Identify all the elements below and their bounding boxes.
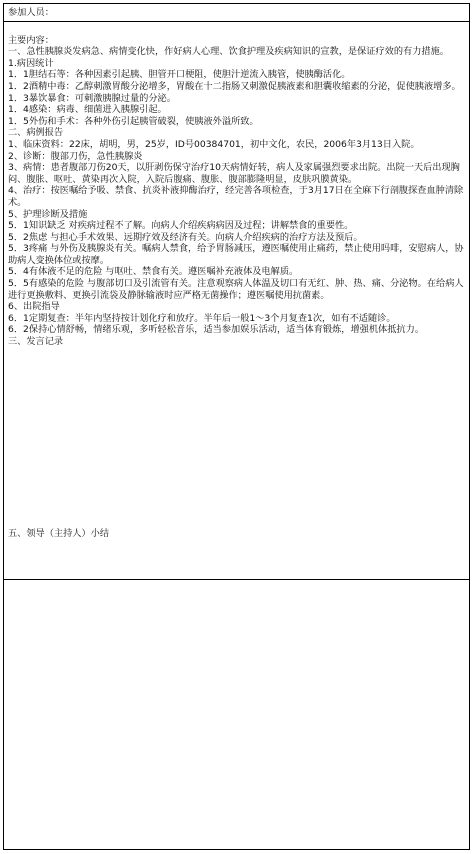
content-line: 5、护理诊断及措施 [8, 208, 88, 220]
content-line: 6．1定期复查：半年内坚持按计划化疗和放疗。半年后一般1～3个月复查1次，如有不适随诊。 [8, 312, 396, 324]
content-line: 二、病例报告 [8, 127, 64, 139]
content-line: 5．4有体液不足的危险 与呕吐、禁食有关。遵医嘱补充液体及电解质。 [8, 266, 299, 278]
attendees-label: 参加人员： [8, 7, 54, 18]
content-line: 2、诊断：腹部刀伤，急性胰腺炎 [8, 150, 143, 162]
content-line: 一、急性胰腺炎发病急、病情变化快，作好病人心理、饮食护理及疾病知识的宣教，是保证疗效的有力措施。 [8, 46, 449, 58]
section-divider [4, 579, 469, 580]
content-line: 1、临床资料：22床，胡明，男，25岁，ID号00384701，初中文化，农民，2006年3月13日入院。 [8, 138, 420, 150]
content-line: 1．2酒精中毒：乙醇刺激胃酸分泌增多，胃酸在十二指肠又刺激促胰液素和胆囊收缩素的分泌，促使胰液增多。 [8, 80, 461, 92]
content-lines [8, 46, 464, 347]
content-line: 1．3暴饮暴食：可刺激胰腺过量的分泌。 [8, 92, 176, 104]
leader-summary-label: 五、领导（主持人）小结 [8, 528, 110, 539]
content-line: 4、治疗：按医嘱给予吸、禁食、抗炎补液抑酶治疗，经完善各项检查，于3月17日在全麻下行剖腹探查血肿清除术。 [8, 185, 464, 208]
content-line: 6、出院指导 [8, 301, 60, 313]
content-line: 3、病情：患者腹部刀伤20天，以肝剥伤保守治疗10天病情好转，病人及家属强烈要求出院。出院一天后出现胸闷、腹胀、呕吐、黄染再次入院，入院后腹痛、腹胀、腹部膨隆明显，皮肤巩膜黄染。 [8, 162, 460, 185]
content-line: 1.病因统计 [8, 57, 54, 69]
content-label: 主要内容： [8, 34, 54, 46]
content-line: 三、发言记录 [8, 336, 64, 348]
record-form [3, 3, 470, 850]
form-content [8, 7, 464, 348]
content-line: 1．1胆结石等：各种因素引起胰、胆管开口梗阻，使胆汁逆流入胰管，使胰酶活化。 [8, 69, 351, 81]
content-line: 6．2保持心情舒畅，情绪乐观，多听轻松音乐，适当参加娱乐活动，适当体育锻炼，增强机体抵抗力。 [8, 324, 424, 336]
content-line: 5．5有感染的危险 与腹部切口及引流管有关。注意观察病人体温及切口有无红、肿、热、痛、分泌物。在给病人进行更换敷料、更换引流袋及静脉输液时应严格无菌操作；遵医嘱使用抗菌素。 [8, 278, 464, 301]
content-line: 5．3疼痛 与外伤及胰腺炎有关。嘱病人禁食，给予胃肠减压，遵医嘱使用止痛药，禁止使用吗啡，安慰病人，协助病人变换体位或按摩。 [8, 243, 464, 266]
content-line: 5．1知识缺乏 对疾病过程不了解。向病人介绍疾病病因及过程；讲解禁食的重要性。 [8, 220, 354, 232]
content-line: 1．5外伤和手术：各种外伤引起胰管破裂，使胰液外溢所致。 [8, 115, 259, 127]
content-line: 1．4感染：病毒、细菌进入胰腺引起。 [8, 104, 167, 116]
content-line: 5．2焦虑 与担心手术效果、远期疗效及经济有关。向病人介绍疾病的治疗方法及预后。 [8, 231, 363, 243]
